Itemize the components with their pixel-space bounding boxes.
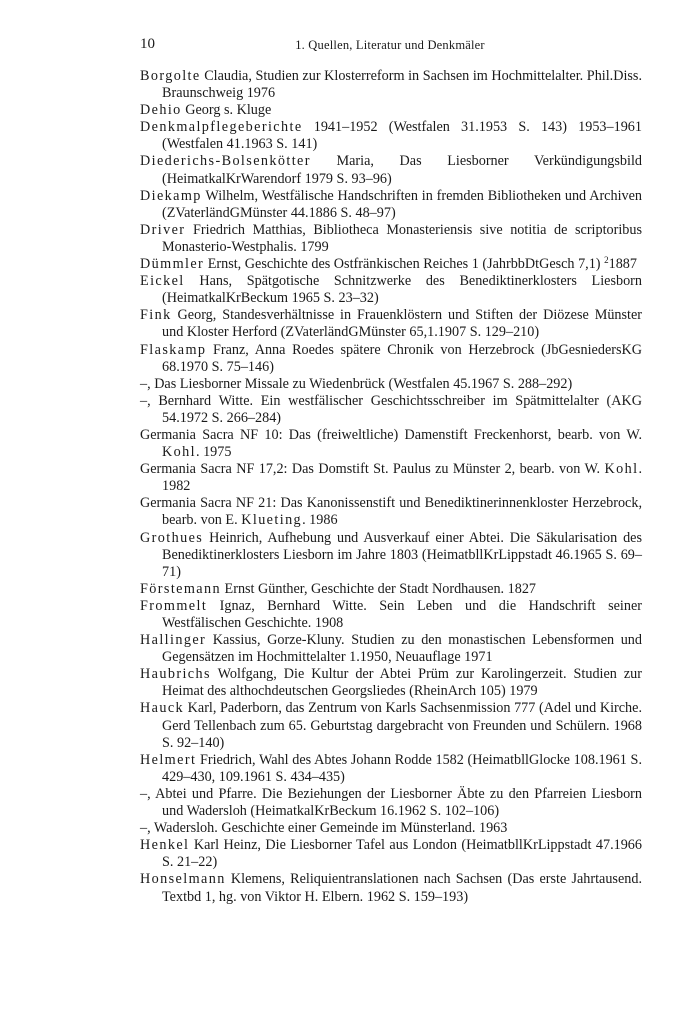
bibliography-entry <box>140 495 642 529</box>
entry-text: Germania Sacra NF 10: Das (freiweltliche) Damenstift Freckenhorst, bearb. von W. <box>140 426 642 443</box>
bibliography-entry <box>140 256 642 273</box>
bibliography-entry <box>140 752 642 786</box>
entry-text: Hans, Spätgotische Schnitzwerke des Benediktinerklosters Liesborn (HeimatkalKrBeckum 1965 S. 23–32) <box>162 273 642 307</box>
entry-text-after-superscript: 1887 <box>608 256 637 273</box>
entry-text: Kassius, Gorze-Kluny. Studien zu den monastischen Lebensformen und Gegensätzen im Hochmittelalter 1.1950, Neuauflage 1971 <box>162 632 642 666</box>
entry-text: Georg, Standesverhältnisse in Frauenklöstern und Stiften der Diözese Münster und Kloster Herford (ZVaterländGMünster 65,1.1907 S. 129–210) <box>162 307 642 341</box>
bibliography-entry <box>140 820 642 837</box>
page-header <box>140 36 640 56</box>
entry-text: Wilhelm, Westfälische Handschriften in fremden Bibliotheken und Archiven (ZVaterländGMünster 44.1886 S. 48–97) <box>162 187 642 221</box>
bibliography-entry <box>140 273 642 307</box>
entry-author: Flaskamp <box>140 341 207 358</box>
entry-text: Maria, Das Liesborner Verkündigungsbild (HeimatkalKrWarendorf 1979 S. 93–96) <box>162 153 642 187</box>
entry-author: Frommelt <box>140 597 208 614</box>
entry-author: Dehio <box>140 102 182 119</box>
entry-author: Fink <box>140 307 172 324</box>
entry-author: Henkel <box>140 837 190 854</box>
entry-author: Hauck <box>140 700 185 717</box>
bibliography-entry <box>140 837 642 871</box>
entry-text: Heinrich, Aufhebung und Ausverkauf einer Abtei. Die Säkularisation des Benediktinerklosters Liesborn im Jahre 1803 (HeimatbllKrLippstadt 46.1965 S. 69–71) <box>162 529 642 580</box>
entry-author: Driver <box>140 221 186 238</box>
entry-text: –, Abtei und Pfarre. Die Beziehungen der Liesborner Äbte zu den Pfarreien Liesborn und Wadersloh (HeimatkalKrBeckum 16.1962 S. 102–106) <box>140 785 642 820</box>
entry-text-end: . 1975 <box>195 444 232 461</box>
entry-text: Friedrich, Wahl des Abtes Johann Rodde 1582 (HeimatbllGlocke 108.1961 S. 429–430, 109.1961 S. 434–435) <box>162 751 642 785</box>
bibliography-entry <box>140 222 642 256</box>
bibliography-entry <box>140 598 642 632</box>
entry-text: Ignaz, Bernhard Witte. Sein Leben und die Handschrift seiner Westfälischen Geschichte. 1908 <box>162 597 642 631</box>
entry-text: Franz, Anna Roedes spätere Chronik von Herzebrock (JbGesniedersKG 68.1970 S. 75–146) <box>162 341 642 375</box>
bibliography-entry <box>140 376 642 393</box>
entry-text: 1941–1952 (Westfalen 31.1953 S. 143) 1953–1961 (Westfalen 41.1963 S. 141) <box>162 119 642 153</box>
entry-author: Diekamp <box>140 187 202 204</box>
entry-text: Karl, Paderborn, das Zentrum von Karls Sachsenmission 777 (Adel und Kirche. Gerd Tellenbach zum 65. Geburtstag dargebracht von Freunden und Schülern. 1968 S. 92–140) <box>162 700 642 751</box>
entry-author: Denkmalpflegeberichte <box>140 119 303 136</box>
bibliography-entry <box>140 342 642 376</box>
bibliography-entry <box>140 700 642 751</box>
bibliography-entry <box>140 188 642 222</box>
entry-text: Karl Heinz, Die Liesborner Tafel aus London (HeimatbllKrLippstadt 47.1966 S. 21–22) <box>162 837 642 871</box>
entry-text: –, Das Liesborner Missale zu Wiedenbrück (Westfalen 45.1967 S. 288–292) <box>140 375 573 392</box>
bibliography-entry <box>140 871 642 905</box>
running-title: 1. Quellen, Literatur und Denkmäler <box>295 38 485 52</box>
entry-author: Haubrichs <box>140 666 211 683</box>
edition-superscript: 2 <box>604 255 609 266</box>
editor-name: Kohl <box>604 461 639 478</box>
entry-author: Dümmler <box>140 256 205 273</box>
entry-text: Ernst Günther, Geschichte der Stadt Nordhausen. 1827 <box>221 580 537 597</box>
bibliography-entry <box>140 530 642 581</box>
bibliography-entry <box>140 393 642 427</box>
entry-text: Georg s. Kluge <box>181 102 272 119</box>
entry-text-end: . 1982 <box>162 461 642 495</box>
entry-text-end: . 1986 <box>302 512 338 529</box>
entry-text: Friedrich Matthias, Bibliotheca Monasteriensis sive notitia de scriptoribus Monasterio-Westphalis. 1799 <box>162 221 642 255</box>
editor-name: Kohl <box>162 444 196 461</box>
bibliography-entry <box>140 307 642 341</box>
entry-text: Claudia, Studien zur Klosterreform in Sachsen im Hochmittelalter. Phil.Diss. Braunschweig 1976 <box>162 68 642 102</box>
entry-author: Helmert <box>140 751 197 768</box>
entry-text: Ernst, Geschichte des Ostfränkischen Reiches 1 (JahrbbDtGesch 7,1) <box>204 256 605 273</box>
entry-author: Förstemann <box>140 580 221 597</box>
entry-text: –, Bernhard Witte. Ein westfälischer Geschichtsschreiber im Spätmittelalter (AKG 54.1972 S. 266–284) <box>140 392 642 426</box>
entry-author: Hallinger <box>140 632 207 649</box>
bibliography-entry <box>140 581 642 598</box>
entry-author: Grothues <box>140 529 204 546</box>
entry-author: Honselmann <box>140 871 226 888</box>
bibliography-entry <box>140 153 642 187</box>
bibliography-entry <box>140 632 642 666</box>
entry-author: Diederichs-Bolsenkötter <box>140 153 311 170</box>
entry-text: –, Wadersloh. Geschichte einer Gemeinde im Münsterland. 1963 <box>140 820 508 837</box>
editor-name: Klueting <box>241 512 303 529</box>
bibliography-entry <box>140 427 642 461</box>
entry-text: Germania Sacra NF 17,2: Das Domstift St. Paulus zu Münster 2, bearb. von W. <box>140 461 605 478</box>
bibliography-list <box>140 68 642 906</box>
entry-text: Wolfgang, Die Kultur der Abtei Prüm zur Karolingerzeit. Studien zur Heimat des althochdeutschen Georgsliedes (RheinArch 105) 1979 <box>162 666 642 700</box>
entry-author: Eickel <box>140 273 185 290</box>
bibliography-entry <box>140 119 642 153</box>
bibliography-entry <box>140 102 642 119</box>
bibliography-entry <box>140 786 642 820</box>
bibliography-entry <box>140 461 642 495</box>
bibliography-entry <box>140 666 642 700</box>
entry-text: Germania Sacra NF 21: Das Kanonissenstift und Benediktinerinnenkloster Herzebrock, bearb. von E. <box>140 495 642 529</box>
bibliography-entry <box>140 68 642 102</box>
entry-author: Borgolte <box>140 68 201 84</box>
page-number: 10 <box>140 36 155 52</box>
entry-text: Klemens, Reliquientranslationen nach Sachsen (Das erste Jahrtausend. Textbd 1, hg. von Viktor H. Elbern. 1962 S. 159–193) <box>162 871 642 905</box>
